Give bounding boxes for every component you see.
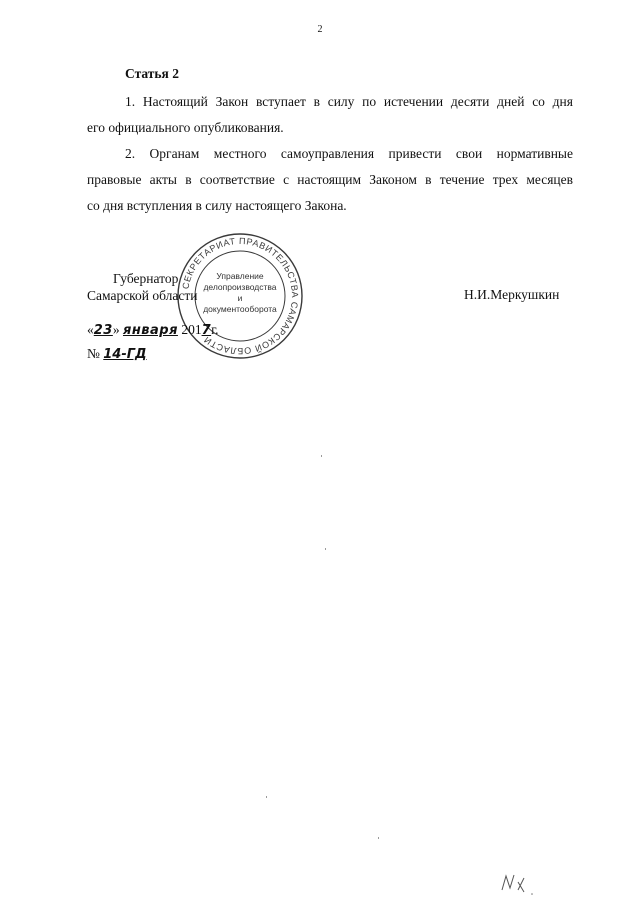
- paragraph-2-line-2: правовые акты в соответствие с настоящим Законом в течение трех месяцев: [87, 172, 573, 187]
- paragraph-1-line-2: его официального опубликования.: [87, 120, 284, 135]
- paragraph-2-line-3: со дня вступления в силу настоящего Закона.: [87, 198, 347, 213]
- seal-ring-text: СЕКРЕТАРИАТ ПРАВИТЕЛЬСТВА САМАРСКОЙ ОБЛАСТИ: [180, 235, 301, 357]
- date-year-unit: г.: [211, 322, 219, 337]
- signatory-name: Н.И.Меркушкин: [464, 287, 560, 302]
- date-day: 23: [93, 323, 113, 338]
- paragraph-2: [87, 141, 573, 219]
- scan-speck: [378, 837, 379, 839]
- scan-speck: [325, 548, 326, 550]
- signing-date: [87, 322, 219, 338]
- handwritten-mark: [498, 870, 538, 896]
- seal-line-3: и документооборота: [203, 293, 277, 314]
- scan-speck: [266, 796, 267, 798]
- signature-title-line-1: Губернатор: [113, 271, 179, 286]
- registration-number: [87, 346, 147, 362]
- paragraph-1: [87, 89, 573, 141]
- paragraph-2-line-1: 2. Органам местного самоуправления привести свои нормативные: [125, 146, 573, 161]
- registration-value: 14-ГД: [103, 347, 147, 362]
- paragraph-1-line-1: 1. Настоящий Закон вступает в силу по истечении десяти дней со дня: [125, 94, 573, 109]
- signature-title-line-2: Самарской области: [87, 288, 198, 303]
- scan-speck: [321, 455, 322, 457]
- registration-prefix: №: [87, 346, 100, 361]
- date-month: января: [122, 323, 178, 338]
- seal-inner-text: [200, 271, 280, 315]
- seal-line-1: Управление: [216, 271, 264, 281]
- signature-title: [87, 270, 198, 304]
- date-open-quote: «: [87, 322, 94, 337]
- article-heading: Статья 2: [125, 66, 179, 81]
- date-close-quote: »: [112, 322, 120, 337]
- date-year-prefix: 201: [181, 322, 202, 337]
- page-number: 2: [317, 24, 323, 35]
- date-year-suffix: 7: [201, 323, 212, 338]
- seal-line-2: делопроизводства: [203, 282, 277, 292]
